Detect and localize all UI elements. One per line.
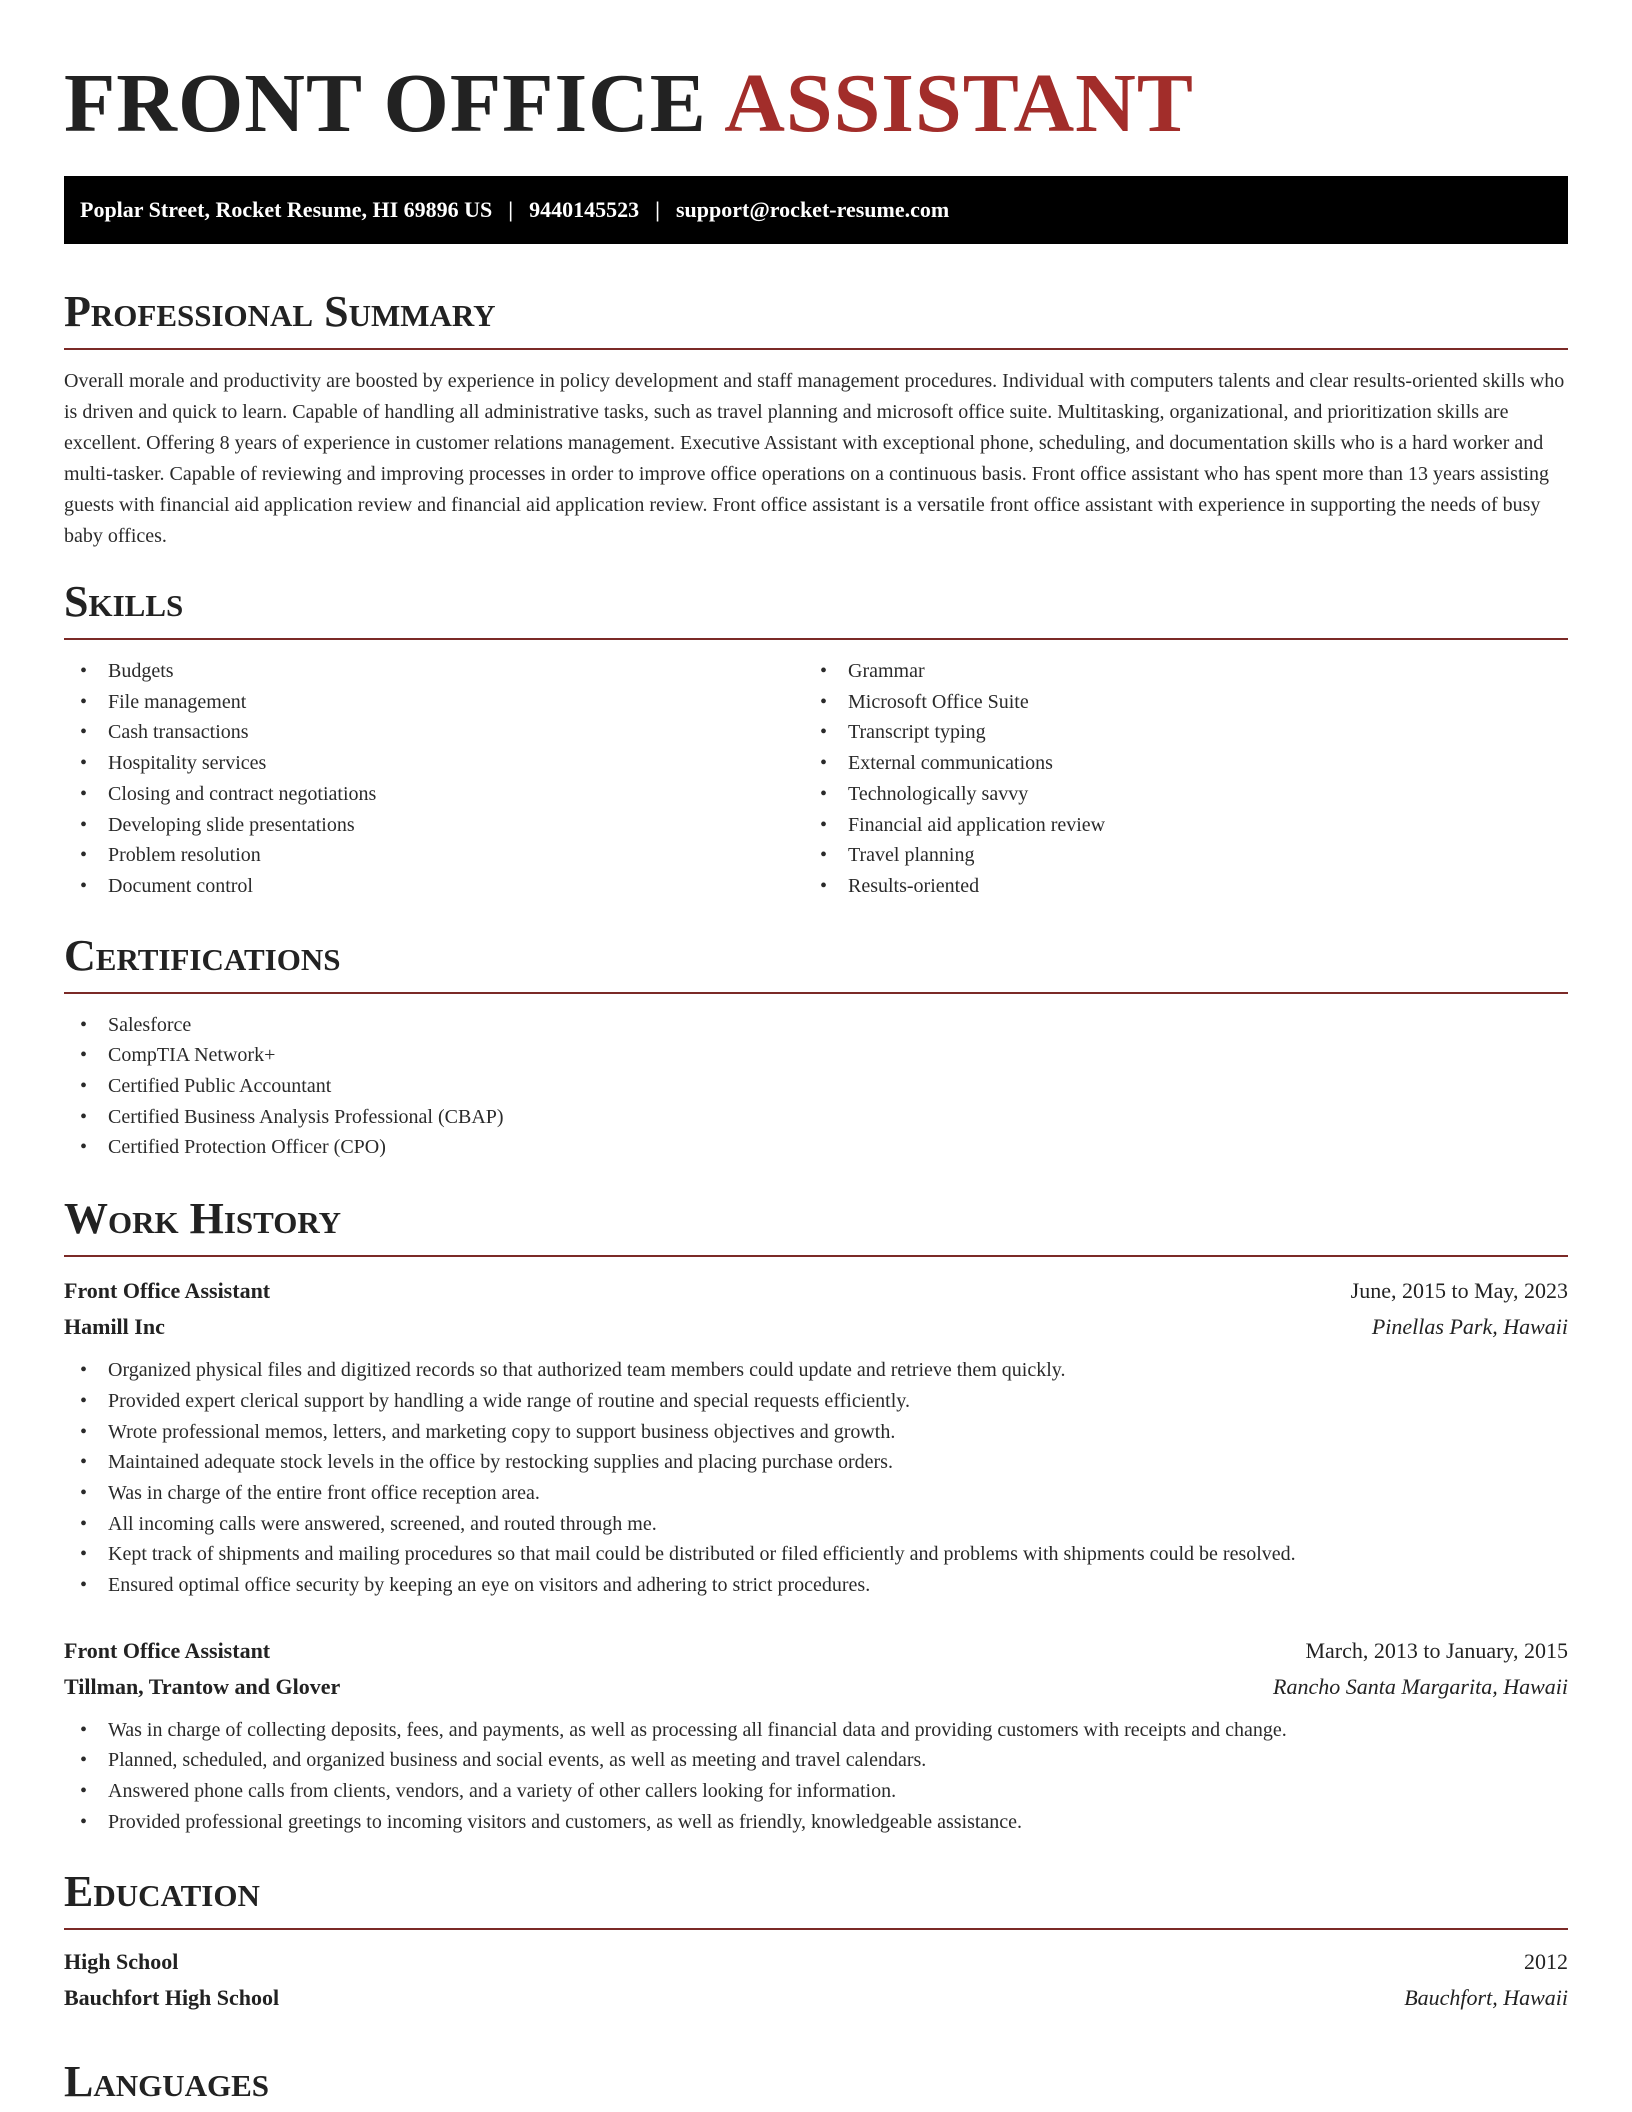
section-divider	[64, 992, 1568, 994]
skill-item: • Developing slide presentations	[64, 810, 804, 841]
languages-section	[64, 2058, 1568, 2106]
summary-heading: Professional Summary	[64, 287, 496, 336]
skill-item: • Results-oriented	[804, 871, 1544, 902]
skill-item: • Problem resolution	[64, 840, 804, 871]
job-dates: June, 2015 to May, 2023	[1350, 1278, 1568, 1304]
skill-item: • File management	[64, 687, 804, 718]
title-main: FRONT OFFICE	[64, 57, 707, 150]
certifications-section	[64, 932, 1568, 1164]
skill-item: • Technologically savvy	[804, 779, 1544, 810]
education-school: Bauchfort High School	[64, 1984, 280, 2010]
skill-item: • Grammar	[804, 656, 1544, 687]
job-duty-item: • Ensured optimal office security by keeping an eye on visitors and adhering to strict procedures.	[64, 1570, 1568, 1601]
contact-separator: |	[508, 197, 514, 222]
job-header	[64, 1633, 1568, 1669]
skills-columns	[64, 656, 1568, 902]
job-duty-item: • Provided expert clerical support by handling a wide range of routine and special requests efficiently.	[64, 1386, 1568, 1417]
skill-item: • Cash transactions	[64, 717, 804, 748]
skill-item: • External communications	[804, 748, 1544, 779]
education-header	[64, 1944, 1568, 1980]
job-duty-item: • Was in charge of collecting deposits, fees, and payments, as well as processing all financial data and providing customers with receipts and change.	[64, 1715, 1568, 1746]
education-heading: Education	[64, 1866, 260, 1916]
contact-phone: 9440145523	[529, 197, 640, 222]
summary-text: Overall morale and productivity are boosted by experience in policy development and staff management procedures. Individual with computers talents and clear results-oriented skills who is driven and quick to learn. Capable of handling all administrative tasks, such as travel planning and microsoft office suite. Multitasking, organizational, and prioritization skills are excellent. Offering 8 years of experience in customer relations management. Executive Assistant with exceptional phone, scheduling, and documentation skills who is a hard worker and multi-tasker. Capable of reviewing and improving processes in order to improve office operations on a continuous basis. Front office assistant who has spent more than 13 years assisting guests with financial aid application review and financial aid application review. Front office assistant is a versatile front office assistant with experience in supporting the needs of busy baby offices.	[64, 370, 1565, 547]
skill-item: • Hospitality services	[64, 748, 804, 779]
job-duties-list	[64, 1715, 1568, 1838]
education-entry	[64, 1944, 1568, 2016]
certification-item: • Certified Public Accountant	[64, 1071, 1568, 1102]
skill-item: • Travel planning	[804, 840, 1544, 871]
job-duty-item: • Kept track of shipments and mailing procedures so that mail could be distributed or filed efficiently and problems with shipments could be resolved.	[64, 1539, 1568, 1570]
education-degree: High School	[64, 1948, 179, 1974]
job-role: Front Office Assistant	[64, 1637, 271, 1663]
skill-item: • Document control	[64, 871, 804, 902]
job-location: Pinellas Park, Hawaii	[1371, 1314, 1568, 1340]
job-duty-item: • All incoming calls were answered, screened, and routed through me.	[64, 1509, 1568, 1540]
education-year: 2012	[1524, 1948, 1568, 1974]
skills-list-left	[64, 656, 804, 902]
job-duty-item: • Answered phone calls from clients, vendors, and a variety of other callers looking for information.	[64, 1776, 1568, 1807]
job-dates: March, 2013 to January, 2015	[1305, 1637, 1568, 1663]
job-duties-list	[64, 1355, 1568, 1601]
certification-item: • Certified Protection Officer (CPO)	[64, 1132, 1568, 1163]
job-entry	[64, 1633, 1568, 1838]
job-entry	[64, 1273, 1568, 1601]
skill-item: • Transcript typing	[804, 717, 1544, 748]
job-subheader	[64, 1309, 1568, 1345]
education-subheader	[64, 1980, 1568, 2016]
job-location: Rancho Santa Margarita, Hawaii	[1273, 1673, 1568, 1699]
title-accent: ASSISTANT	[724, 57, 1194, 150]
skill-item: • Financial aid application review	[804, 810, 1544, 841]
job-duty-item: • Was in charge of the entire front office reception area.	[64, 1478, 1568, 1509]
education-location: Bauchfort, Hawaii	[1404, 1984, 1568, 2010]
skills-heading: Skills	[64, 577, 184, 626]
contact-bar	[64, 176, 1568, 244]
contact-email: support@rocket-resume.com	[675, 197, 950, 222]
certification-item: • Salesforce	[64, 1010, 1568, 1041]
job-duty-item: • Wrote professional memos, letters, and marketing copy to support business objectives and growth.	[64, 1417, 1568, 1448]
resume-title	[64, 0, 1568, 152]
skill-item: • Closing and contract negotiations	[64, 779, 804, 810]
section-divider	[64, 348, 1568, 350]
skill-item: • Microsoft Office Suite	[804, 687, 1544, 718]
job-subheader	[64, 1669, 1568, 1705]
job-header	[64, 1273, 1568, 1309]
languages-heading: Languages	[64, 2056, 270, 2106]
certification-item: • Certified Business Analysis Professional (CBAP)	[64, 1102, 1568, 1133]
work-history-heading: Work History	[64, 1194, 342, 1244]
section-divider	[64, 638, 1568, 640]
certification-item: • CompTIA Network+	[64, 1040, 1568, 1071]
certifications-list	[64, 1010, 1568, 1164]
section-divider	[64, 1255, 1568, 1257]
skills-list-right	[804, 656, 1544, 902]
summary-section	[64, 288, 1568, 552]
education-section	[64, 1868, 1568, 2016]
contact-separator: |	[655, 197, 660, 222]
section-divider	[64, 1928, 1568, 1930]
job-duty-item: • Provided professional greetings to incoming visitors and customers, as well as friendly, knowledgeable assistance.	[64, 1807, 1568, 1838]
skill-item: • Budgets	[64, 656, 804, 687]
work-history-section	[64, 1195, 1568, 1837]
job-role: Front Office Assistant	[64, 1278, 271, 1304]
job-duty-item: • Organized physical files and digitized records so that authorized team members could update and retrieve them quickly.	[64, 1355, 1568, 1386]
certifications-heading: Certifications	[64, 930, 341, 980]
job-duty-item: • Planned, scheduled, and organized business and social events, as well as meeting and travel calendars.	[64, 1745, 1568, 1776]
job-company: Tillman, Trantow and Glover	[64, 1673, 341, 1699]
job-company: Hamill Inc	[64, 1314, 165, 1340]
job-duty-item: • Maintained adequate stock levels in the office by restocking supplies and placing purchase orders.	[64, 1447, 1568, 1478]
contact-address: Poplar Street, Rocket Resume, HI 69896 US	[80, 197, 493, 222]
skills-section	[64, 578, 1568, 902]
